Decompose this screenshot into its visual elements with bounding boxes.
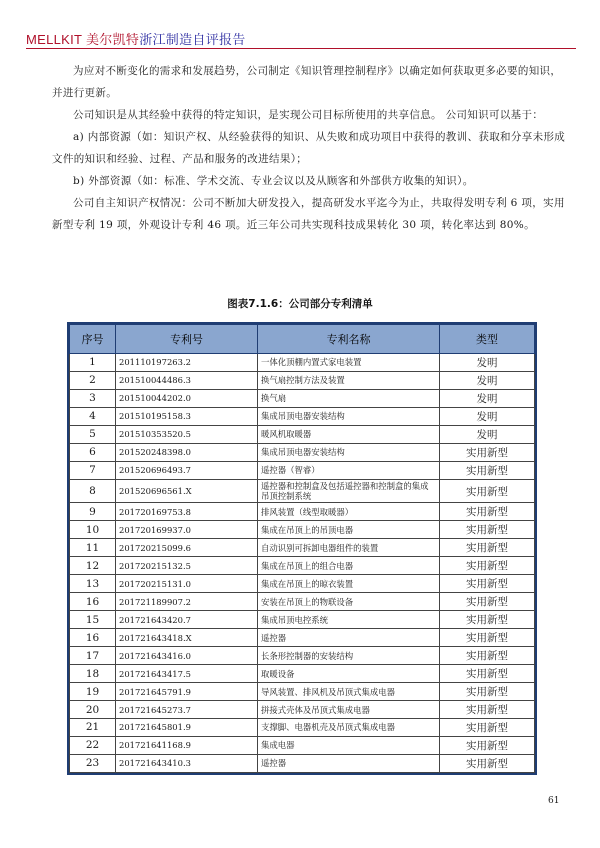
cell-index: 3 bbox=[70, 389, 116, 407]
cell-patent-name: 取暖设备 bbox=[258, 665, 440, 683]
cell-index: 15 bbox=[70, 611, 116, 629]
cell-index: 2 bbox=[70, 371, 116, 389]
cell-patent-name: 集成在吊顶上的吊顶电器 bbox=[258, 521, 440, 539]
cell-patent-number: 201720169753.8 bbox=[116, 503, 258, 521]
page-number: 61 bbox=[548, 796, 560, 806]
cell-patent-number: 201720169937.0 bbox=[116, 521, 258, 539]
cell-patent-number: 201520696493.7 bbox=[116, 461, 258, 479]
cell-index: 10 bbox=[70, 521, 116, 539]
table-row bbox=[70, 479, 535, 503]
cell-index: 20 bbox=[70, 701, 116, 719]
cell-type: 实用新型 bbox=[440, 647, 535, 665]
body-text bbox=[52, 60, 572, 236]
cell-patent-name: 遥控器 bbox=[258, 754, 440, 772]
table-row bbox=[70, 461, 535, 479]
paragraph: 公司自主知识产权情况：公司不断加大研发投入，提高研发水平迄今为止，共取得发明专利 6 项，实用新型专利 19 项，外观设计专利 46 项。近三年公司共实现科技成果转化 30 项，转化率达到 80%。 bbox=[52, 197, 565, 231]
cell-patent-name: 暖风机取暖器 bbox=[258, 425, 440, 443]
cell-patent-number: 201721641168.9 bbox=[116, 736, 258, 754]
cell-patent-number: 201110197263.2 bbox=[116, 354, 258, 372]
cell-patent-name: 一体化顶棚内置式家电装置 bbox=[258, 354, 440, 372]
table-row bbox=[70, 683, 535, 701]
cell-patent-name: 遥控器 bbox=[258, 629, 440, 647]
cell-type: 实用新型 bbox=[440, 754, 535, 772]
cell-index: 1 bbox=[70, 354, 116, 372]
cell-type: 实用新型 bbox=[440, 701, 535, 719]
table-row bbox=[70, 647, 535, 665]
cell-index: 12 bbox=[70, 557, 116, 575]
cell-index: 5 bbox=[70, 425, 116, 443]
cell-patent-number: 201510353520.5 bbox=[116, 425, 258, 443]
table-row bbox=[70, 354, 535, 372]
cell-patent-name: 自动识别可拆卸电器组件的装置 bbox=[258, 539, 440, 557]
cell-type: 实用新型 bbox=[440, 443, 535, 461]
table-row bbox=[70, 539, 535, 557]
cell-type: 实用新型 bbox=[440, 521, 535, 539]
table-row bbox=[70, 593, 535, 611]
cell-patent-name: 集成在吊顶上的组合电器 bbox=[258, 557, 440, 575]
page-header bbox=[26, 26, 576, 49]
cell-patent-name: 遥控器和控制盒及包括遥控器和控制盒的集成吊顶控制系统 bbox=[258, 479, 440, 503]
cell-patent-number: 201720215132.5 bbox=[116, 557, 258, 575]
table-row bbox=[70, 521, 535, 539]
cell-patent-number: 201721643416.0 bbox=[116, 647, 258, 665]
company-name: 美尔凯特 bbox=[85, 32, 140, 47]
header-type: 类型 bbox=[440, 325, 535, 354]
table-row bbox=[70, 701, 535, 719]
table-row bbox=[70, 407, 535, 425]
cell-type: 发明 bbox=[440, 425, 535, 443]
header-index: 序号 bbox=[70, 325, 116, 354]
paragraph: b) 外部资源（如：标准、学术交流、专业会议以及从顾客和外部供方收集的知识）。 bbox=[73, 175, 474, 187]
cell-patent-number: 201720215099.6 bbox=[116, 539, 258, 557]
table-row bbox=[70, 718, 535, 736]
table-row bbox=[70, 371, 535, 389]
cell-patent-number: 201721643420.7 bbox=[116, 611, 258, 629]
cell-patent-number: 201520696561.X bbox=[116, 479, 258, 503]
table-caption: 图表7.1.6：公司部分专利清单 bbox=[227, 298, 373, 310]
cell-patent-number: 201721645791.9 bbox=[116, 683, 258, 701]
cell-patent-name: 集成吊顶电器安装结构 bbox=[258, 443, 440, 461]
cell-patent-number: 201721643410.3 bbox=[116, 754, 258, 772]
cell-index: 6 bbox=[70, 443, 116, 461]
header-patent-name: 专利名称 bbox=[258, 325, 440, 354]
cell-patent-name: 集成吊顶电控系统 bbox=[258, 611, 440, 629]
table-row bbox=[70, 425, 535, 443]
cell-patent-number: 201721645273.7 bbox=[116, 701, 258, 719]
cell-patent-name: 集成电器 bbox=[258, 736, 440, 754]
cell-index: 22 bbox=[70, 736, 116, 754]
cell-index: 13 bbox=[70, 575, 116, 593]
header-brand bbox=[26, 29, 246, 48]
cell-type: 实用新型 bbox=[440, 593, 535, 611]
table-row bbox=[70, 754, 535, 772]
cell-patent-number: 201721643418.X bbox=[116, 629, 258, 647]
cell-index: 8 bbox=[70, 479, 116, 503]
paragraph: 公司知识是从其经验中获得的特定知识，是实现公司目标所使用的共享信息。 公司知识可以基于： bbox=[73, 109, 544, 121]
cell-index: 4 bbox=[70, 407, 116, 425]
table-row bbox=[70, 503, 535, 521]
cell-patent-name: 排风装置（线型取暖器） bbox=[258, 503, 440, 521]
cell-type: 实用新型 bbox=[440, 575, 535, 593]
cell-type: 实用新型 bbox=[440, 611, 535, 629]
cell-type: 实用新型 bbox=[440, 557, 535, 575]
table-row bbox=[70, 557, 535, 575]
paragraph: 为应对不断变化的需求和发展趋势，公司制定《知识管理控制程序》以确定如何获取更多必要的知识，并进行更新。 bbox=[52, 65, 562, 99]
cell-patent-number: 201720215131.0 bbox=[116, 575, 258, 593]
paragraph: a) 内部资源（如：知识产权、从经验获得的知识、从失败和成功项目中获得的教训、获取和分享未形成文件的知识和经验、过程、产品和服务的改进结果）； bbox=[52, 131, 566, 165]
table-row bbox=[70, 611, 535, 629]
cell-patent-name: 安装在吊顶上的物联设备 bbox=[258, 593, 440, 611]
table-row bbox=[70, 389, 535, 407]
cell-patent-number: 201721189907.2 bbox=[116, 593, 258, 611]
cell-patent-name: 拼接式壳体及吊顶式集成电器 bbox=[258, 701, 440, 719]
cell-patent-number: 201510044202.0 bbox=[116, 389, 258, 407]
cell-patent-name: 长条形控制器的安装结构 bbox=[258, 647, 440, 665]
table-row bbox=[70, 629, 535, 647]
cell-index: 16 bbox=[70, 593, 116, 611]
cell-type: 发明 bbox=[440, 389, 535, 407]
brand-logo-text: MELLKIT bbox=[26, 32, 83, 47]
cell-type: 实用新型 bbox=[440, 736, 535, 754]
cell-index: 19 bbox=[70, 683, 116, 701]
cell-patent-name: 支撑脚、电器机壳及吊顶式集成电器 bbox=[258, 718, 440, 736]
cell-patent-name: 集成在吊顶上的晾衣装置 bbox=[258, 575, 440, 593]
table-row bbox=[70, 665, 535, 683]
cell-type: 实用新型 bbox=[440, 479, 535, 503]
cell-type: 实用新型 bbox=[440, 718, 535, 736]
cell-patent-number: 201721643417.5 bbox=[116, 665, 258, 683]
cell-type: 实用新型 bbox=[440, 539, 535, 557]
table-row bbox=[70, 575, 535, 593]
cell-type: 实用新型 bbox=[440, 503, 535, 521]
cell-patent-number: 201510044486.3 bbox=[116, 371, 258, 389]
table-row bbox=[70, 443, 535, 461]
header-patent-number: 专利号 bbox=[116, 325, 258, 354]
cell-type: 发明 bbox=[440, 354, 535, 372]
cell-type: 实用新型 bbox=[440, 461, 535, 479]
cell-index: 16 bbox=[70, 629, 116, 647]
cell-index: 21 bbox=[70, 718, 116, 736]
table-header-row bbox=[70, 325, 535, 354]
cell-type: 实用新型 bbox=[440, 665, 535, 683]
cell-type: 实用新型 bbox=[440, 683, 535, 701]
cell-index: 9 bbox=[70, 503, 116, 521]
cell-index: 7 bbox=[70, 461, 116, 479]
document-title: 浙江制造自评报告 bbox=[139, 32, 246, 47]
cell-patent-name: 换气扇 bbox=[258, 389, 440, 407]
cell-type: 发明 bbox=[440, 371, 535, 389]
cell-patent-number: 201721645801.9 bbox=[116, 718, 258, 736]
cell-index: 18 bbox=[70, 665, 116, 683]
cell-patent-number: 201520248398.0 bbox=[116, 443, 258, 461]
cell-patent-name: 遥控器（智睿） bbox=[258, 461, 440, 479]
cell-patent-name: 导风装置、排风机及吊顶式集成电器 bbox=[258, 683, 440, 701]
cell-type: 实用新型 bbox=[440, 629, 535, 647]
cell-index: 17 bbox=[70, 647, 116, 665]
table-row bbox=[70, 736, 535, 754]
cell-patent-name: 换气扇控制方法及装置 bbox=[258, 371, 440, 389]
cell-patent-number: 201510195158.3 bbox=[116, 407, 258, 425]
patent-table bbox=[67, 322, 537, 775]
cell-index: 23 bbox=[70, 754, 116, 772]
cell-index: 11 bbox=[70, 539, 116, 557]
cell-patent-name: 集成吊顶电器安装结构 bbox=[258, 407, 440, 425]
cell-type: 发明 bbox=[440, 407, 535, 425]
